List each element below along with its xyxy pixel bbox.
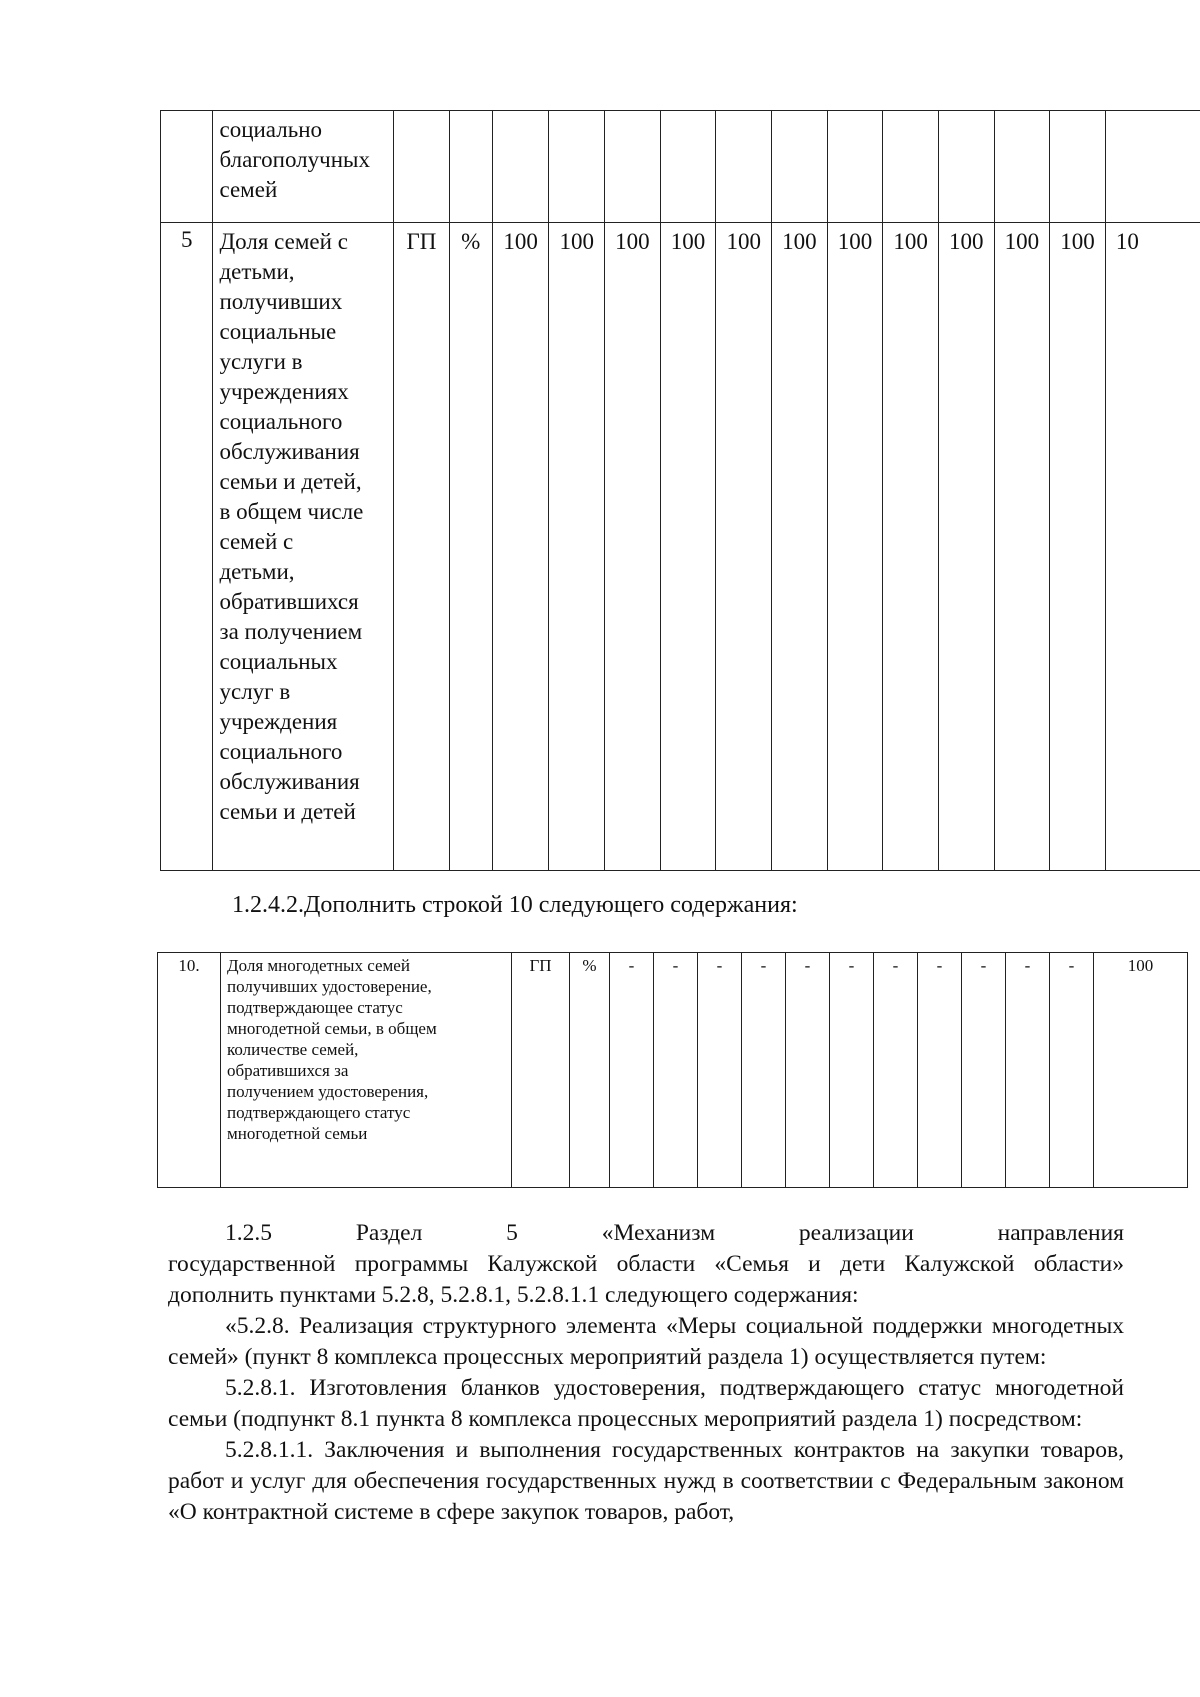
source-cell: ГП <box>394 223 450 871</box>
value-cell: 100 <box>660 223 716 871</box>
value-cell: - <box>962 953 1006 1188</box>
paragraph-1-continuation: государственной программы Калужской области «Семья и дети Калужской области» дополнить пунктами 5.2.8, 5.2.8.1, 5.2.8.1.1 следующего содержания: <box>168 1251 1124 1308</box>
value-cell: - <box>830 953 874 1188</box>
value-cell: - <box>786 953 830 1188</box>
paragraph-4: 5.2.8.1.1. Заключения и выполнения государственных контрактов на закупки товаров, работ и услуг для обеспечения государственных нужд в соответствии с Федеральным законом «О контрактной системе в сфере закупок товаров, работ, <box>168 1437 1124 1525</box>
value-cell: - <box>610 953 654 1188</box>
indicator-name-cell: Доля семей с детьми, получивших социальные услуги в учреждениях социального обслуживания семьи и детей, в общем числе семей с детьми, обратившихся за получением социальных услуг в учреждения социального обслуживания семьи и детей <box>213 223 394 871</box>
amendment-heading: 1.2.4.2.Дополнить строкой 10 следующего содержания: <box>232 892 798 918</box>
paragraph-3: 5.2.8.1. Изготовления бланков удостоверения, подтверждающего статус многодетной семьи (подпункт 8.1 пункта 8 комплекса процессных мероприятий раздела 1) посредством: <box>168 1375 1124 1432</box>
indicator-name-cell: Доля многодетных семей получивших удостоверение, подтверждающее статус многодетной семьи, в общем количестве семей, обратившихся за получением удостоверения, подтверждающего статус многодетной семьи <box>221 953 512 1188</box>
value-cell: - <box>1050 953 1094 1188</box>
table-row <box>161 223 1200 871</box>
value-cell: 100 <box>605 223 661 871</box>
value-cell: - <box>742 953 786 1188</box>
value-cell: 10 <box>1105 223 1200 871</box>
value-cell: - <box>654 953 698 1188</box>
indicator-name-cell: социально благополучных семей <box>213 111 394 223</box>
indicators-table-continued <box>160 110 1200 871</box>
value-cell: 100 <box>492 223 549 871</box>
value-cell: 100 <box>938 223 994 871</box>
value-cell: 100 <box>994 223 1050 871</box>
value-cell: 100 <box>549 223 605 871</box>
value-cell: 100 <box>716 223 772 871</box>
value-cell: 100 <box>772 223 828 871</box>
value-cell: 100 <box>827 223 883 871</box>
table-row <box>161 111 1200 223</box>
value-cell: - <box>698 953 742 1188</box>
unit-cell: % <box>570 953 610 1188</box>
value-cell: - <box>1006 953 1050 1188</box>
unit-cell: % <box>449 223 492 871</box>
source-cell: ГП <box>512 953 570 1188</box>
row-number: 5 <box>161 223 213 871</box>
amendment-text <box>168 1218 1124 1528</box>
indicators-table-new-row <box>157 952 1188 1188</box>
paragraph-1-first-line: 1.2.5 Раздел 5 «Механизм реализации направления <box>225 1220 1124 1246</box>
value-cell: - <box>874 953 918 1188</box>
value-cell: 100 <box>1050 223 1106 871</box>
row-number: 10. <box>158 953 221 1188</box>
value-cell: 100 <box>883 223 939 871</box>
paragraph-2: «5.2.8. Реализация структурного элемента «Меры социальной поддержки многодетных семей» (пункт 8 комплекса процессных мероприятий раздела 1) осуществляется путем: <box>168 1313 1124 1370</box>
value-cell: - <box>918 953 962 1188</box>
table-row <box>158 953 1188 1188</box>
value-cell: 100 <box>1094 953 1188 1188</box>
